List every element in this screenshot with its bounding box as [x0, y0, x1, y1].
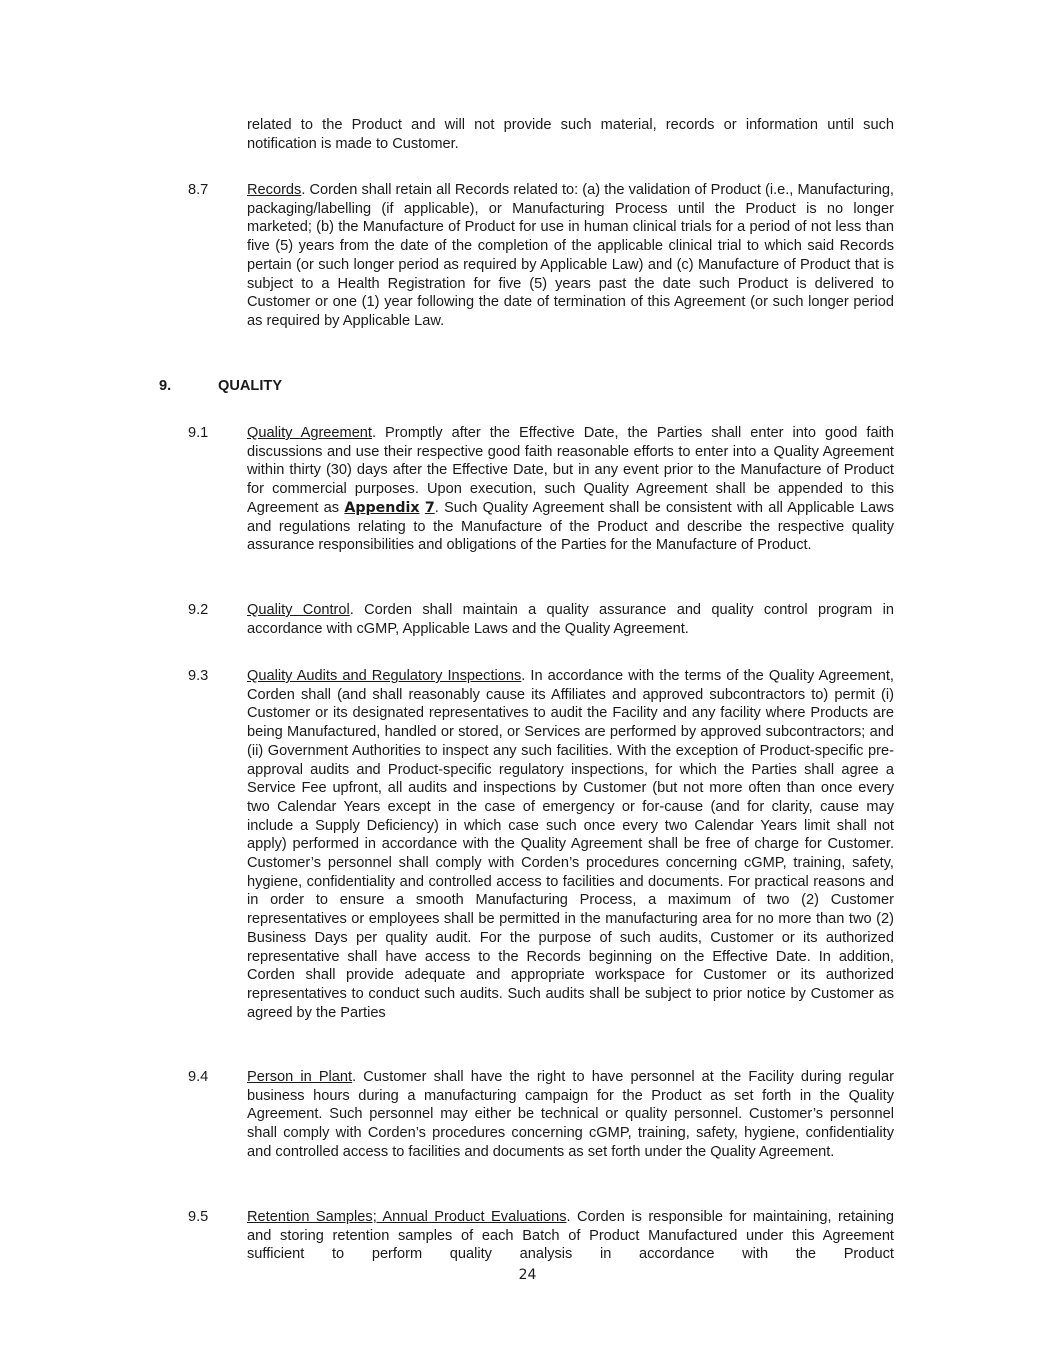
clause-9-1-paragraph: [247, 424, 894, 555]
clause-number: 9.2: [188, 602, 209, 618]
clause-heading: Quality Audits and Regulatory Inspections: [247, 668, 522, 684]
clause-body: . Customer shall have the right to have personnel at the Facility during regular business hours during a manufacturing campaign for the Product as set forth in the Quality Agreement. Such personnel may either be technical or quality personnel. Customer’s personnel shall comply with Corden’s procedures concerning cGMP, training, safety, hygiene, confidentiality and controlled access to facilities and documents as set forth under the Quality Agreement.: [247, 1069, 894, 1160]
clause-body: . Corden shall retain all Records related to: (a) the validation of Product (i.e., Manufacturing, packaging/labelling (if applicable), or Manufacturing Process until the Product is no longer marketed; (b) the Manufacture of Product for use in human clinical trials for a period of not less than five (5) years from the date of the completion of the applicable clinical trial to which said Records pertain (or such longer period as required by Applicable Law) and (c) Manufacture of Product that is subject to a Health Registration for five (5) years past the date such Product is delivered to Customer or one (1) year following the date of termination of this Agreement (or such longer period as required by Applicable Law.: [247, 182, 894, 329]
clause-9-5-paragraph: [247, 1208, 894, 1264]
clause-number: 9.3: [188, 668, 209, 684]
clause-body-before: . Promptly after the Effective Date, the Parties shall enter into good faith discussions and use their respective good faith reasonable efforts to enter into a Quality Agreement within thirty (30) days after the Effective Date, but in any event prior to the Manufacture of Product for commercial purposes. Upon execution, such Quality Agreement shall be appended to this Agreement as: [247, 425, 894, 516]
continuation-text: related to the Product and will not provide such material, records or information until such notification is made to Customer.: [247, 117, 894, 152]
appendix-reference-number: 7: [424, 499, 435, 516]
clause-number: 9.4: [188, 1069, 209, 1085]
clause-body: . In accordance with the terms of the Quality Agreement, Corden shall (and shall reasonably cause its Affiliates and approved subcontractors to) permit (i) Customer or its designated representatives to audit the Facility and any facility where Products are being Manufactured, handled or stored, or Services are performed by approved subcontractors; and (ii) Government Authorities to inspect any such facilities. With the exception of Product-specific pre-approval audits and Product-specific regulatory inspections, for which the Parties shall agree a Service Fee upfront, all audits and inspections by Customer (but not more often than once every two Calendar Years except in the case of emergency or for-cause (and for clarity, cause may include a Supply Deficiency) in which case such once every two Calendar Years limit shall not apply) performed in accordance with the Quality Agreement shall be free of charge for Customer. Customer’s personnel shall comply with Corden’s procedures concerning cGMP, training, safety, hygiene, confidentiality and controlled access to facilities and documents. For practical reasons and in order to ensure a smooth Manufacturing Process, a maximum of two (2) Customer representatives or employees shall be permitted in the manufacturing area for no more than two (2) Business Days per quality audit. For the purpose of such audits, Customer or its authorized representative shall have access to the Records beginning on the Effective Date. In addition, Corden shall provide adequate and appropriate workspace for Customer or its authorized representatives to conduct such audits. Such audits shall be subject to prior notice by Customer as agreed by the Parties: [247, 668, 894, 1021]
clause-body-after: . Such Quality Agreement shall be consistent with all Applicable Laws and regulations relating to the Manufacture of the Product and describe the respective quality assurance responsibilities and obligations of the Parties for the Manufacture of Product.: [247, 499, 894, 554]
section-number: 9.: [159, 378, 172, 394]
clause-heading: Records: [247, 182, 302, 198]
continuation-paragraph: [247, 116, 894, 153]
clause-heading: Quality Agreement: [247, 425, 372, 441]
clause-number: 8.7: [188, 182, 209, 198]
appendix-reference-label: Appendix: [344, 499, 420, 516]
clause-9-4-paragraph: [247, 1068, 894, 1162]
clause-number: 9.1: [188, 425, 209, 441]
clause-heading: Person in Plant: [247, 1069, 353, 1085]
section-title: QUALITY: [218, 378, 283, 394]
clause-heading: Quality Control: [247, 602, 350, 618]
clause-heading: Retention Samples; Annual Product Evaluations: [247, 1209, 567, 1225]
clause-number: 9.5: [188, 1209, 209, 1225]
clause-body: . Corden is responsible for maintaining, retaining and storing retention samples of each Batch of Product Manufactured under this Agreement sufficient to perform quality analysis in accordance with the Product: [247, 1209, 895, 1263]
clause-body: . Corden shall maintain a quality assurance and quality control program in accordance with cGMP, Applicable Laws and the Quality Agreement.: [247, 602, 894, 637]
page-number: 24: [518, 1267, 537, 1283]
clause-9-2-paragraph: [247, 601, 894, 638]
clause-9-3-paragraph: [247, 667, 894, 1022]
clause-8-7-paragraph: [247, 181, 894, 331]
